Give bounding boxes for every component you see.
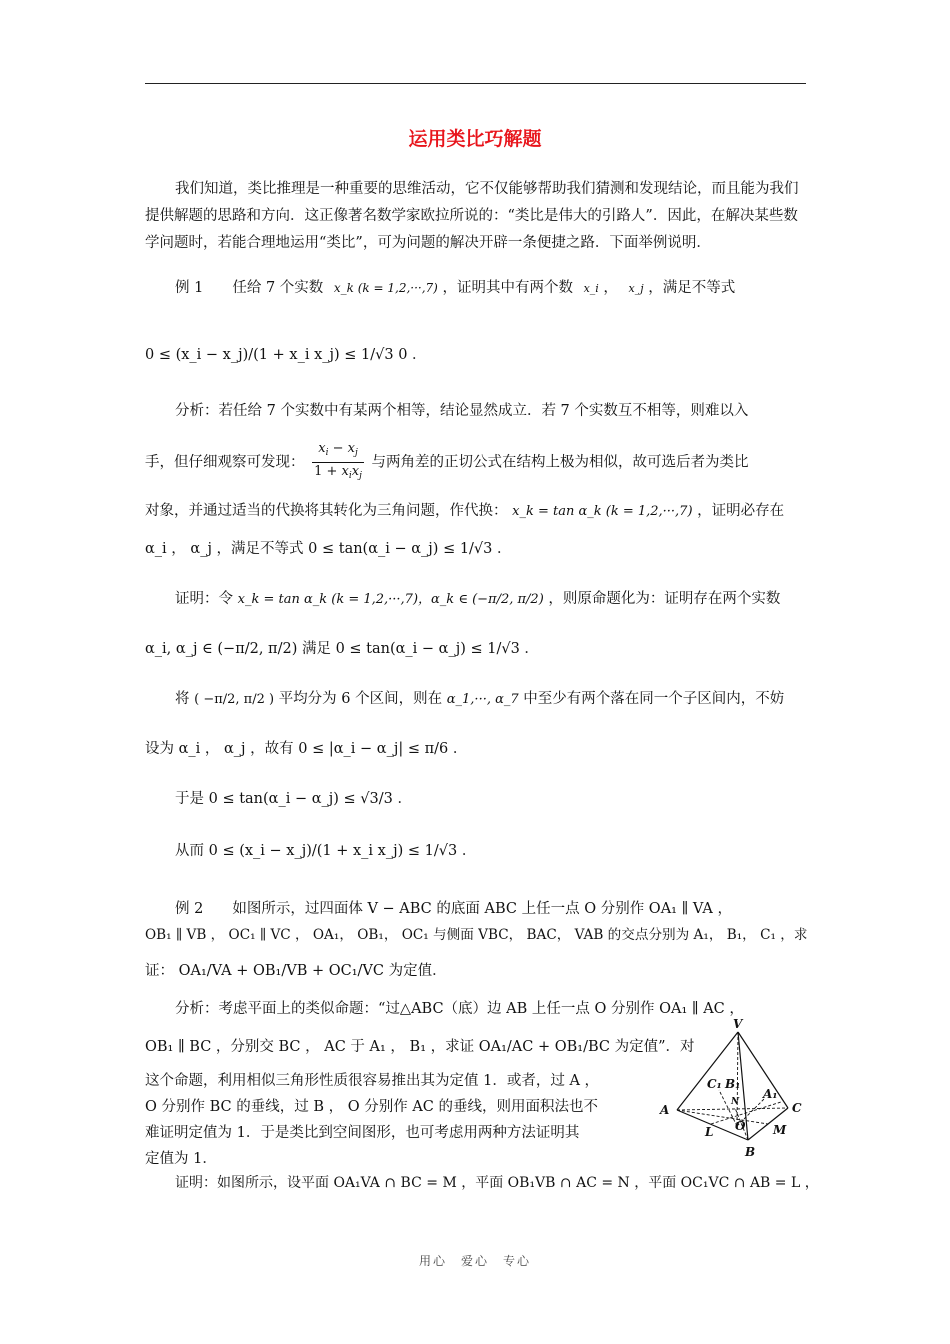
fig-label-c: C (792, 1101, 802, 1115)
proof2-line: 证明：如图所示，设平面 OA₁VA ∩ BC = M ，平面 OB₁VB ∩ AC = N ，平面 OC₁VC ∩ AB = L ， (175, 1175, 819, 1191)
page-title: 运用类比巧解题 (408, 128, 542, 150)
fig-label-m: M (773, 1123, 787, 1137)
fig-label-o: O (735, 1119, 746, 1133)
ex1-text-c: ，证明其中有两个数 (442, 280, 573, 296)
analysis1-l2a: 手，但仔细观察可发现： (145, 454, 305, 471)
ex1-xk: x_k (k = 1,2,···,7) (333, 281, 438, 295)
proof1-l1b: x_k = tan α_k (k = 1,2,···,7)，α_k ∈ (−π/2, π/2) (237, 592, 544, 607)
fig-label-n: N (731, 1097, 740, 1107)
interval-expression: ( −π/2, π/2 ) (194, 692, 275, 707)
analysis2-line5: 难证明定值为 1．于是类比到空间图形，也可考虑用两种方法证明其 (145, 1125, 580, 1141)
ex1-xj: x_j (628, 282, 644, 295)
proof1-line3 (145, 686, 806, 713)
analysis2-line6: 定值为 1． (145, 1151, 217, 1167)
analysis1-l4a: α_i ， α_j ，满足不等式 (145, 541, 304, 557)
ex1-text-e: ， (603, 280, 618, 296)
fig-label-a: A (660, 1103, 670, 1117)
analysis2-line1: 分析：考虑平面上的类似命题：“过△ABC（底）边 AB 上任一点 O 分别作 OA₁ ∥ AC ， (175, 1001, 744, 1017)
fig-label-v: V (733, 1018, 743, 1031)
proof1-l3d: 中至少有两个落在同一个子区间内，不妨 (523, 691, 785, 707)
ex2-line1: 例 2 如图所示，过四面体 V − ABC 的底面 ABC 上任一点 O 分别作 OA₁ ∥ VA ， (175, 901, 732, 917)
analysis1-l3b: x_k = tan α_k (k = 1,2,···,7) (512, 504, 693, 519)
analysis2-line2: OB₁ ∥ BC ，分别交 BC ， AC 于 A₁ ， B₁ ，求证 OA₁/AC + OB₁/BC 为定值”．对 (145, 1039, 695, 1055)
page-footer: 用心 爱心 专心 (418, 1254, 531, 1268)
fig-label-b: B (745, 1145, 756, 1159)
ex1-xi: x_i (583, 282, 599, 295)
header-rule (145, 83, 806, 84)
analysis1-l2b: 与两角差的正切公式在结构上极为相似，故可选后者为类比 (371, 454, 749, 471)
fig-label-b1: B₁ (725, 1077, 741, 1091)
analysis1-line1: 分析：若任给 7 个实数中有某两个相等，结论显然成立．若 7 个实数互不相等，则难以入 (175, 403, 749, 419)
ex1-text-g: ，满足不等式 (648, 280, 736, 296)
analysis1-line4 (145, 536, 806, 562)
analysis1-l3a: 对象，并通过适当的代换将其转化为三角问题，作代换： (145, 503, 508, 519)
tetrahedron-figure (655, 1018, 805, 1160)
proof1-l1a: 证明：令 (175, 591, 233, 607)
analysis1-fraction: $\frac{x_i - x_j}{1 + x_ix_j}$ (314, 441, 362, 481)
ex2-line2: OB₁ ∥ VB ， OC₁ ∥ VC ， OA₁， OB₁， OC₁ 与侧面 VBC， BAC， VAB 的交点分别为 A₁， B₁， C₁ ，求 (145, 927, 808, 943)
ex1-text-a: 例 1 任给 7 个实数 (175, 280, 324, 296)
fig-label-c1: C₁ (707, 1077, 722, 1091)
analysis1-line2 (145, 440, 806, 485)
fig-label-l: L (705, 1125, 714, 1139)
proof1-line6: 从而 0 ≤ (x_i − x_j)/(1 + x_i x_j) ≤ 1/√3 ． (175, 843, 477, 859)
proof1-line1 (145, 586, 806, 613)
proof1-l3b: 平均分为 6 个区间，则在 (278, 691, 443, 707)
ex2-line3: 证： OA₁/VA + OB₁/VB + OC₁/VC 为定值． (145, 963, 447, 979)
analysis1-line3 (145, 498, 806, 525)
proof1-l1c: ，则原命题化为：证明存在两个实数 (548, 591, 781, 607)
proof1-l3a: 将 (175, 691, 190, 707)
proof1-l3c: α_1,···, α_7 (446, 692, 519, 707)
analysis1-l4b: 0 ≤ tan(α_i − α_j) ≤ 1/√3 ． (308, 541, 512, 557)
proof1-line2: α_i, α_j ∈ (−π/2, π/2) 满足 0 ≤ tan(α_i − α_j) ≤ 1/√3 ． (145, 641, 539, 657)
fig-label-a1: A₁ (763, 1087, 778, 1101)
ex1-inequality: 0 ≤ (x_i − x_j)/(1 + x_i x_j) ≤ 1/√3 0 ． (145, 347, 427, 363)
analysis1-l3c: ，证明必存在 (697, 503, 785, 519)
example1-line (145, 275, 806, 302)
intro-paragraph: 我们知道，类比推理是一种重要的思维活动，它不仅能够帮助我们猜测和发现结论，而且能为我们提供解题的思路和方向．这正像著名数学家欧拉所说的：“类比是伟大的引路人”．因此，在解决某些数学问题时，若能合理地运用“类比”，可为问题的解决开辟一条便捷之路．下面举例说明． (145, 181, 799, 251)
analysis2-line4: O 分别作 BC 的垂线，过 B ， O 分别作 AC 的垂线，则用面积法也不 (145, 1099, 598, 1115)
analysis2-line3: 这个命题，利用相似三角形性质很容易推出其为定值 1．或者，过 A ， (145, 1073, 600, 1089)
proof1-line4: 设为 α_i ， α_j ，故有 0 ≤ |α_i − α_j| ≤ π/6 ． (145, 741, 468, 757)
proof1-line5: 于是 0 ≤ tan(α_i − α_j) ≤ √3/3 ． (175, 791, 412, 807)
